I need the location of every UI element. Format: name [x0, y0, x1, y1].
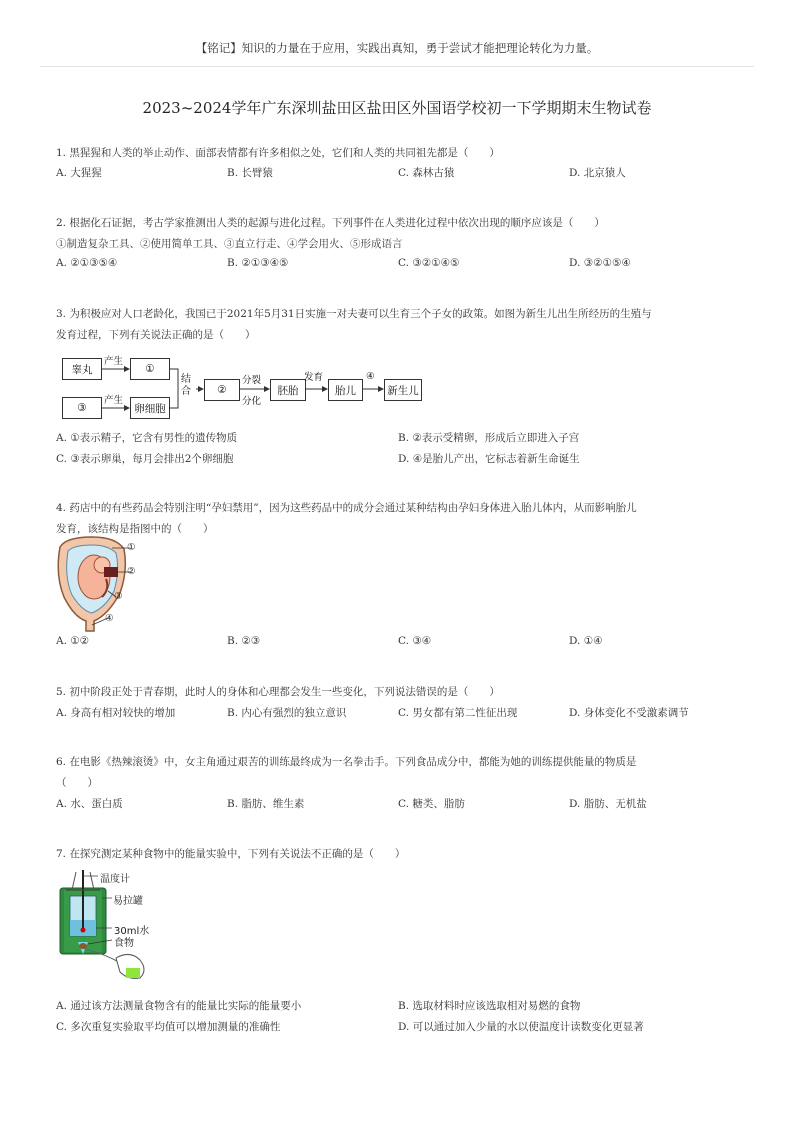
newborn-box: 新生儿 — [384, 379, 422, 401]
q2-option-b[interactable]: B. ②①③④⑤ — [227, 257, 289, 269]
combine-label: 结合 — [181, 374, 191, 397]
q5-option-a[interactable]: A. 身高有相对较快的增加 — [56, 707, 176, 719]
q7-option-b[interactable]: B. 选取材料时应该选取相对易燃的食物 — [398, 1000, 581, 1012]
q3-stem-line2: 发育过程，下列有关说法正确的是（ ） — [56, 329, 256, 341]
q5-option-b[interactable]: B. 内心有强烈的独立意识 — [227, 707, 347, 719]
q2-stem: 2. 根据化石证据，考古学家推测出人类的起源与进化过程。下列事件在人类进化过程中依次出现的顺序应该是（ ） — [56, 217, 605, 229]
embryo-box: 胚胎 — [270, 379, 306, 401]
develop-label: 发育 — [304, 372, 324, 383]
q4-option-d[interactable]: D. ①④ — [569, 635, 603, 647]
can-label: 易拉罐 — [113, 896, 143, 907]
q4-stem: 4. 药店中的有些药品会特别注明“孕妇禁用”，因为这些药品中的成分会通过某种结构由孕妇身体进入胎儿体内，从而影响胎儿 — [56, 502, 637, 514]
blank4-label: ④ — [366, 371, 375, 382]
q1-option-a[interactable]: A. 大猩猩 — [56, 167, 102, 179]
q4-stem-line2: 发育，该结构是指图中的（ ） — [56, 523, 214, 535]
q4-option-a[interactable]: A. ①② — [56, 635, 90, 647]
blank2-box: ② — [204, 379, 240, 401]
q7-option-d[interactable]: D. 可以通过加入少量的水以使温度计读数变化更显著 — [398, 1021, 644, 1033]
q7-option-c[interactable]: C. 多次重复实验取平均值可以增加测量的准确性 — [56, 1021, 281, 1033]
q4-option-b[interactable]: B. ②③ — [227, 635, 261, 647]
differentiate-label: 分化 — [242, 396, 262, 407]
q5-option-c[interactable]: C. 男女都有第二性征出现 — [398, 707, 518, 719]
q3-option-b[interactable]: B. ②表示受精卵，形成后立即进入子宫 — [398, 432, 580, 444]
q6-stem-line2: （ ） — [56, 777, 98, 789]
q4-option-c[interactable]: C. ③④ — [398, 635, 432, 647]
q1-option-d[interactable]: D. 北京猿人 — [569, 167, 626, 179]
q3-option-c[interactable]: C. ③表示卵巢，每月会排出2个卵细胞 — [56, 453, 234, 465]
q6-option-a[interactable]: A. 水、蛋白质 — [56, 798, 123, 810]
q6-stem: 6. 在电影《热辣滚烫》中，女主角通过艰苦的训练最终成为一名拳击手。下列食品成分中，都能为她的训练提供能量的物质是 — [56, 756, 637, 768]
q1-option-c[interactable]: C. 森林古猿 — [398, 167, 455, 179]
testis-box: 睾丸 — [62, 358, 102, 380]
q5-stem: 5. 初中阶段正处于青春期，此时人的身体和心理都会发生一些变化，下列说法错误的是（ ） — [56, 686, 500, 698]
thermometer-label: 温度计 — [100, 874, 130, 885]
food-label: 食物 — [114, 938, 134, 949]
q7-stem: 7. 在探究测定某种食物中的能量实验中，下列有关说法不正确的是（ ） — [56, 848, 406, 860]
blank3-box: ③ — [62, 397, 102, 419]
egg-cell-box: 卵细胞 — [130, 397, 170, 419]
q2-option-a[interactable]: A. ②①③⑤④ — [56, 257, 118, 269]
q7-option-a[interactable]: A. 通过该方法测量食物含有的能量比实际的能量要小 — [56, 1000, 302, 1012]
water-label: 30ml水 — [114, 926, 150, 937]
produce-label-1: 产生 — [104, 356, 124, 367]
q4-label-3: ③ — [114, 591, 123, 602]
q5-option-d[interactable]: D. 身体变化不受激素调节 — [569, 707, 689, 719]
divide-label: 分裂 — [242, 375, 262, 386]
q6-option-d[interactable]: D. 脂肪、无机盐 — [569, 798, 647, 810]
fetus-box: 胎儿 — [328, 379, 363, 401]
produce-label-2: 产生 — [104, 395, 124, 406]
q4-label-1: ① — [127, 542, 136, 553]
q6-option-c[interactable]: C. 糖类、脂肪 — [398, 798, 465, 810]
q1-stem: 1. 黑猩猩和人类的举止动作、面部表情都有许多相似之处，它们和人类的共同祖先都是（ ） — [56, 147, 500, 159]
motto-header: 【铭记】知识的力量在于应用，实践出真知，勇于尝试才能把理论转化为力量。 — [195, 41, 599, 55]
q6-option-b[interactable]: B. 脂肪、维生素 — [227, 798, 305, 810]
q3-stem: 3. 为积极应对人口老龄化，我国已于2021年5月31日实施一对夫妻可以生育三个子女的政策。如图为新生儿出生所经历的生殖与 — [56, 308, 652, 320]
q1-option-b[interactable]: B. 长臂猿 — [227, 167, 273, 179]
blank1-box: ① — [130, 358, 170, 380]
q3-option-d[interactable]: D. ④是胎儿产出，它标志着新生命诞生 — [398, 453, 580, 465]
q2-events: ①制造复杂工具、②使用简单工具、③直立行走、④学会用火、⑤形成语言 — [56, 238, 403, 250]
q3-option-a[interactable]: A. ①表示精子，它含有男性的遗传物质 — [56, 432, 238, 444]
q2-option-c[interactable]: C. ③②①④⑤ — [398, 257, 460, 269]
q4-label-2: ② — [127, 566, 136, 577]
q4-label-4: ④ — [105, 613, 114, 624]
page-title: 2023~2024学年广东深圳盐田区盐田区外国语学校初一下学期期末生物试卷 — [142, 99, 652, 117]
q2-option-d[interactable]: D. ③②①⑤④ — [569, 257, 631, 269]
